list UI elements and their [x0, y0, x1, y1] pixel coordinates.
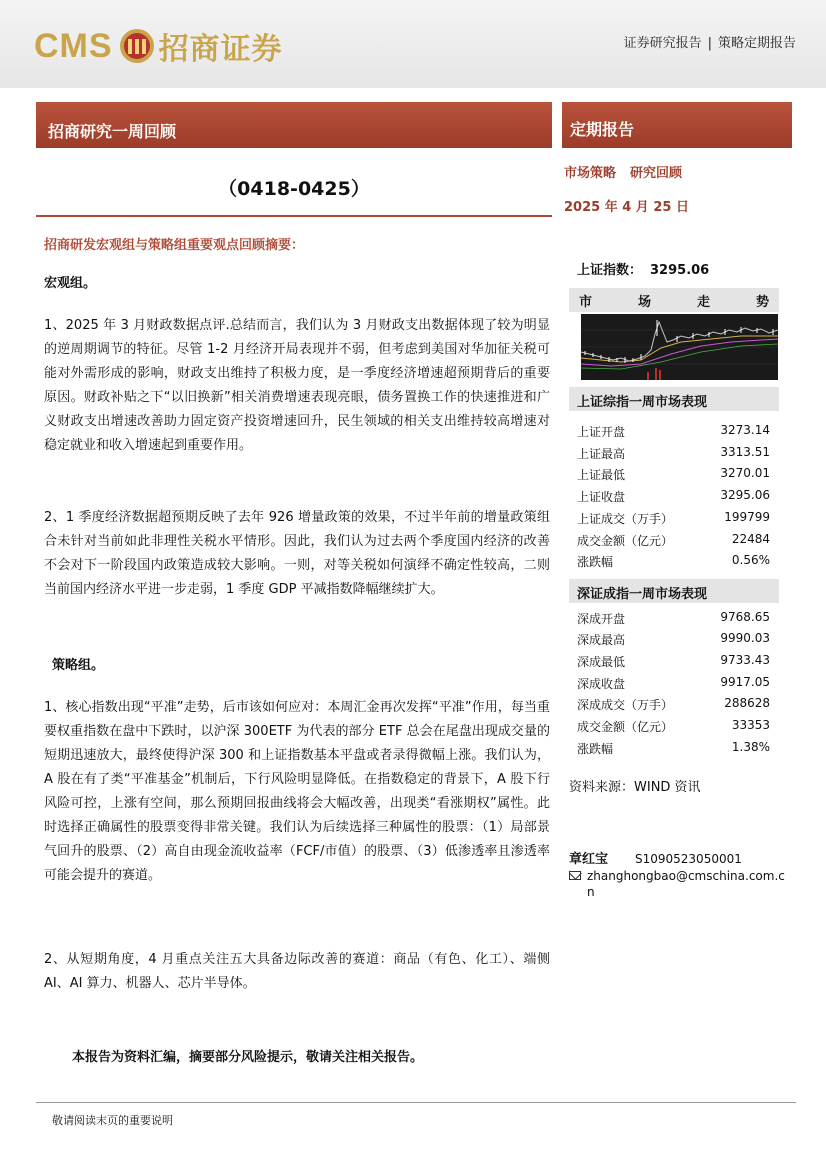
sidebar-title: 定期报告: [570, 120, 635, 139]
table-row: 涨跌幅 1.38%: [577, 740, 770, 756]
sz-table-header: 深证成指一周市场表现: [569, 579, 779, 603]
market-trend-chart: [581, 314, 778, 380]
report-date: 2025 年 4 月 25 日: [564, 200, 689, 215]
strategy-paragraph-2: 2、从短期角度，4 月重点关注五大具备边际改善的赛道：商品（有色、化工）、端侧 AI、AI 算力、机器人、芯片半导体。: [44, 952, 550, 991]
date-range: （0418-0425）: [218, 178, 370, 200]
sh-index-value: 3295.06: [650, 263, 710, 278]
table-row: 上证收盘 3295.06: [577, 488, 770, 504]
macro-paragraph-1: 1、2025 年 3 月财政数据点评.总结而言，我们认为 3 月财政支出数据体现了较为明显的逆周期调节的特征。尽管 1-2 月经济开局表现并不弱，但考虑到美国对华加征关税可能对外需形成的影响，财政支出维持了积极力度，是一季度经济增速超预期背后的重要原因。财政补贴之下“以旧换新”相关消费增速表现亮眼，债务置换工作的快速推进和广义财政支出增速改善助力固定资产投资增速回升，民生领域的相关支出维持较高增速对稳定就业和收入增速起到重要作用。: [44, 318, 550, 453]
table-row: 深成最高 9990.03: [577, 631, 770, 647]
sidebar-tags: [564, 162, 696, 181]
strategy-paragraph-1: 1、核心指数出现“平准”走势，后市该如何应对：本周汇金再次发挥“平准”作用，每当重要权重指数在盘中下跌时，以沪深 300ETF 为代表的部分 ETF 总会在尾盘出现成交量的短期迅速放大，最终使得沪深 300 和上证指数基本平盘或者录得微幅上涨。我们认为，A 股在有了类“平准基金”机制后，下行风险明显降低。在指数稳定的背景下，A 股下行风险可控，上涨有空间，那么预期回报曲线将会大幅改善，出现类“看涨期权”属性。此时选择正确属性的股票变得非常关键。我们认为后续选择三种属性的股票：（1）局部景气回升的股票、（2）高自由现金流收益率（FCF/市值）的股票、（3）低渗透率且渗透率可能会提升的赛道。: [44, 700, 550, 883]
trend-char: 势: [755, 295, 769, 310]
report-subtype: 策略定期报告: [717, 36, 796, 51]
logo-text: CMS: [34, 26, 113, 65]
disclaimer: 本报告为资料汇编，摘要部分风险提示，敬请关注相关报告。: [72, 1050, 424, 1065]
tag-market-strategy: 市场策略: [564, 166, 617, 181]
table-row: 上证成交（万手） 199799: [577, 510, 770, 526]
trend-char: 场: [637, 295, 651, 310]
footer-note: 敬请阅读末页的重要说明: [52, 1114, 173, 1127]
data-source: 资料来源：WIND 资讯: [569, 780, 701, 795]
macro-section-title: 宏观组。: [44, 276, 97, 291]
analyst-id: S1090523050001: [635, 852, 742, 866]
page-header: [0, 0, 826, 88]
footer-divider: [36, 1102, 796, 1103]
analyst-name: 章红宝: [569, 852, 609, 867]
summary-heading: 招商研发宏观组与策略组重要观点回顾摘要：: [44, 238, 305, 253]
table-row: 深成成交（万手） 288628: [577, 696, 770, 712]
table-row: 深成收盘 9917.05: [577, 675, 770, 691]
table-row: 上证最高 3313.51: [577, 445, 770, 461]
table-row: 上证开盘 3273.14: [577, 423, 770, 439]
market-trend-header: [569, 288, 779, 312]
main-title-bar: [36, 102, 552, 148]
report-category: 证券研究报告 | 策略定期报告: [623, 36, 796, 51]
table-row: 涨跌幅 0.56%: [577, 553, 770, 569]
cms-logo: [34, 24, 283, 68]
logo-chinese: 招商证券: [158, 32, 283, 67]
table-row: 成交金额（亿元） 22484: [577, 532, 770, 548]
analyst-email-line: [569, 868, 789, 900]
table-row: 深成开盘 9768.65: [577, 610, 770, 626]
report-type: 证券研究报告: [623, 36, 702, 51]
table-row: 深成最低 9733.43: [577, 653, 770, 669]
table-row: 成交金额（亿元） 33353: [577, 718, 770, 734]
page-title: 招商研究一周回顾: [48, 122, 177, 141]
sidebar-title-bar: [562, 102, 792, 148]
analyst-info: [569, 848, 742, 867]
strategy-section-title: 策略组。: [52, 658, 105, 673]
sh-table-header: 上证综指一周市场表现: [569, 387, 779, 411]
sh-index-line: [577, 259, 709, 278]
macro-paragraph-2: 2、1 季度经济数据超预期反映了去年 926 增量政策的效果，不过半年前的增量政策组合未针对当前如此非理性关税水平情形。因此，我们认为过去两个季度国内经济的改善不会对下一阶段国内政策造成较大影响。一则，对等关税如何演绎不确定性较高，二则当前国内经济水平进一步走弱，1 季度 GDP 平减指数降幅继续扩大。: [44, 510, 550, 597]
mail-icon: [569, 871, 581, 880]
table-row: 上证最低 3270.01: [577, 466, 770, 482]
title-divider: [36, 215, 552, 217]
trend-char: 市: [579, 295, 593, 310]
tag-research-review: 研究回顾: [630, 166, 683, 181]
cms-emblem-icon: [119, 28, 155, 64]
trend-char: 走: [696, 295, 710, 310]
analyst-email[interactable]: zhanghongbao@cmschina.com.cn: [587, 869, 785, 899]
sh-index-label: 上证指数：: [577, 263, 643, 278]
